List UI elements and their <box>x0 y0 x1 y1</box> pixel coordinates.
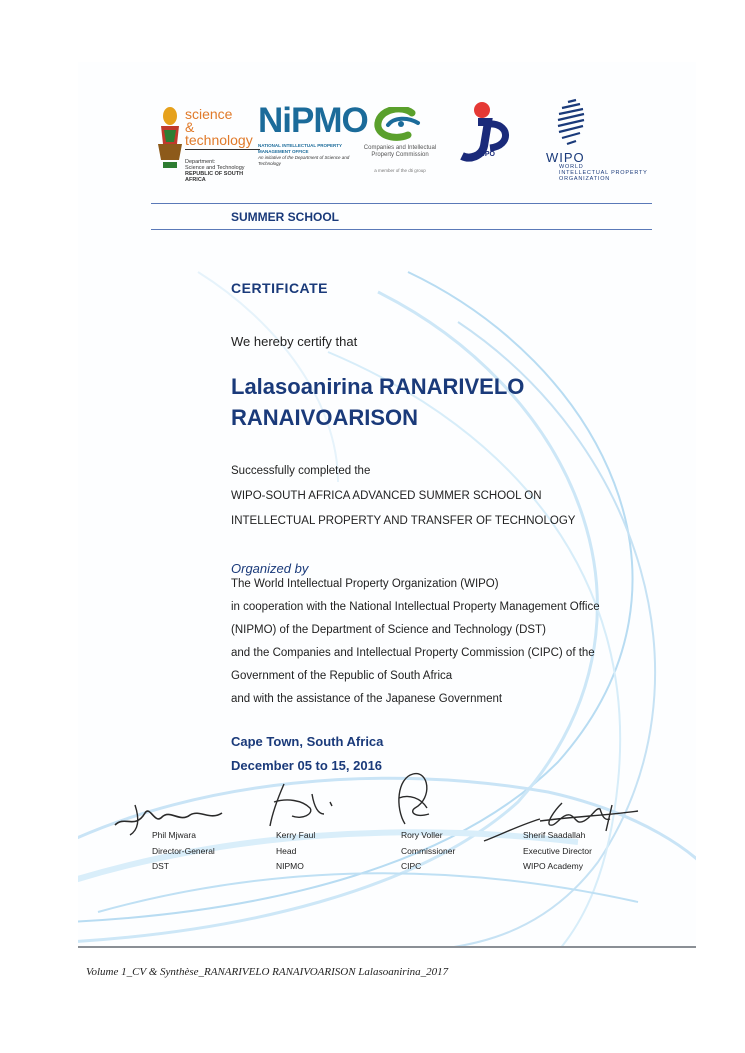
signatory-name: Kerry Faul <box>276 830 316 840</box>
recipient-name-line-2: RANAIVOARISON <box>231 405 419 430</box>
signatory-voller <box>401 828 455 875</box>
dst-title-2: & technology <box>185 119 253 148</box>
org-line-5: Government of the Republic of South Africa <box>231 670 453 682</box>
jpo-label: JPO <box>481 151 496 158</box>
signatory-title: Head <box>276 845 297 856</box>
signatory-title: Commissioner <box>401 845 456 856</box>
course-line-1: WIPO-SOUTH AFRICA ADVANCED SUMMER SCHOOL ON <box>231 490 542 502</box>
signatory-org: CIPC <box>401 861 422 871</box>
dst-logo-text <box>185 108 265 183</box>
nipmo-subtitle <box>258 143 358 167</box>
org-line-1: The World Intellectual Property Organization (WIPO) <box>231 578 499 590</box>
wipo-sub-3: ORGANIZATION <box>559 176 611 182</box>
course-line-2: INTELLECTUAL PROPERTY AND TRANSFER OF TECHNOLOGY <box>231 515 576 527</box>
cipc-line-2: Property Commission <box>371 152 429 158</box>
signature-faul-icon <box>262 780 342 830</box>
org-line-4: and the Companies and Intellectual Property Commission (CIPC) of the <box>231 647 595 659</box>
nipmo-sub-1: NATIONAL INTELLECTUAL PROPERTY <box>258 143 343 148</box>
south-africa-coat-of-arms-icon <box>155 104 185 170</box>
event-dates: December 05 to 15, 2016 <box>231 758 383 773</box>
cipc-line-1: Companies and Intellectual <box>363 145 437 151</box>
header-rule-top <box>151 203 652 204</box>
signatory-org: WIPO Academy <box>523 861 583 871</box>
wipo-sub-1: WORLD <box>559 164 584 170</box>
signature-voller-icon <box>385 768 440 828</box>
signatory-org: NIPMO <box>276 861 304 871</box>
event-place: Cape Town, South Africa <box>231 734 384 749</box>
signatory-title: Executive Director <box>523 845 592 856</box>
recipient-name-line-1: Lalasoanirina RANARIVELO <box>231 374 525 399</box>
cipc-logo-text <box>355 145 445 159</box>
cipc-logo-icon <box>374 107 424 141</box>
certify-text: We hereby certify that <box>231 334 358 349</box>
signatory-name: Rory Voller <box>401 830 443 840</box>
recipient-name <box>231 371 524 433</box>
page-footer: Volume 1_CV & Synthèse_RANARIVELO RANAIVOARISON Lalasoanirina_2017 <box>86 966 449 978</box>
signatory-saadallah <box>523 828 592 875</box>
dst-sub-1: Department: <box>185 159 216 165</box>
dst-sub-2: Science and Technology <box>185 165 245 171</box>
signatory-org: DST <box>152 861 169 871</box>
dst-sub <box>185 159 265 183</box>
completed-text: Successfully completed the <box>231 465 371 477</box>
dst-title-1: science <box>185 106 233 122</box>
dst-sub-3: REPUBLIC OF SOUTH AFRICA <box>185 171 244 183</box>
signatory-mjwara <box>152 828 215 875</box>
wipo-subtitle <box>559 164 648 182</box>
cipc-footnote: a member of the dti group <box>374 168 426 173</box>
nipmo-logo: NiPMO <box>258 101 368 140</box>
signatory-name: Phil Mjwara <box>152 830 196 840</box>
nipmo-sub-2: MANAGEMENT OFFICE <box>258 149 309 154</box>
wipo-globe-icon <box>556 98 586 148</box>
header-rule-bottom <box>151 229 652 230</box>
signatory-title: Director-General <box>152 845 215 856</box>
org-line-2: in cooperation with the National Intellectual Property Management Office <box>231 601 600 613</box>
dst-divider <box>185 149 260 150</box>
wipo-wordmark: WIPO <box>546 150 585 165</box>
wipo-sub-2: INTELLECTUAL PROPERTY <box>559 170 648 176</box>
section-title: SUMMER SCHOOL <box>231 210 339 224</box>
nipmo-sub-3: An initiative of the Department of Science and Technology <box>258 155 350 166</box>
signatory-name: Sherif Saadallah <box>523 830 586 840</box>
signatory-faul <box>276 828 315 875</box>
certificate-title: CERTIFICATE <box>231 280 329 296</box>
org-line-3: (NIPMO) of the Department of Science and Technology (DST) <box>231 624 546 636</box>
organized-by-label: Organized by <box>231 561 309 576</box>
org-line-6: and with the assistance of the Japanese Government <box>231 693 503 705</box>
page-bottom-rule <box>78 946 696 948</box>
